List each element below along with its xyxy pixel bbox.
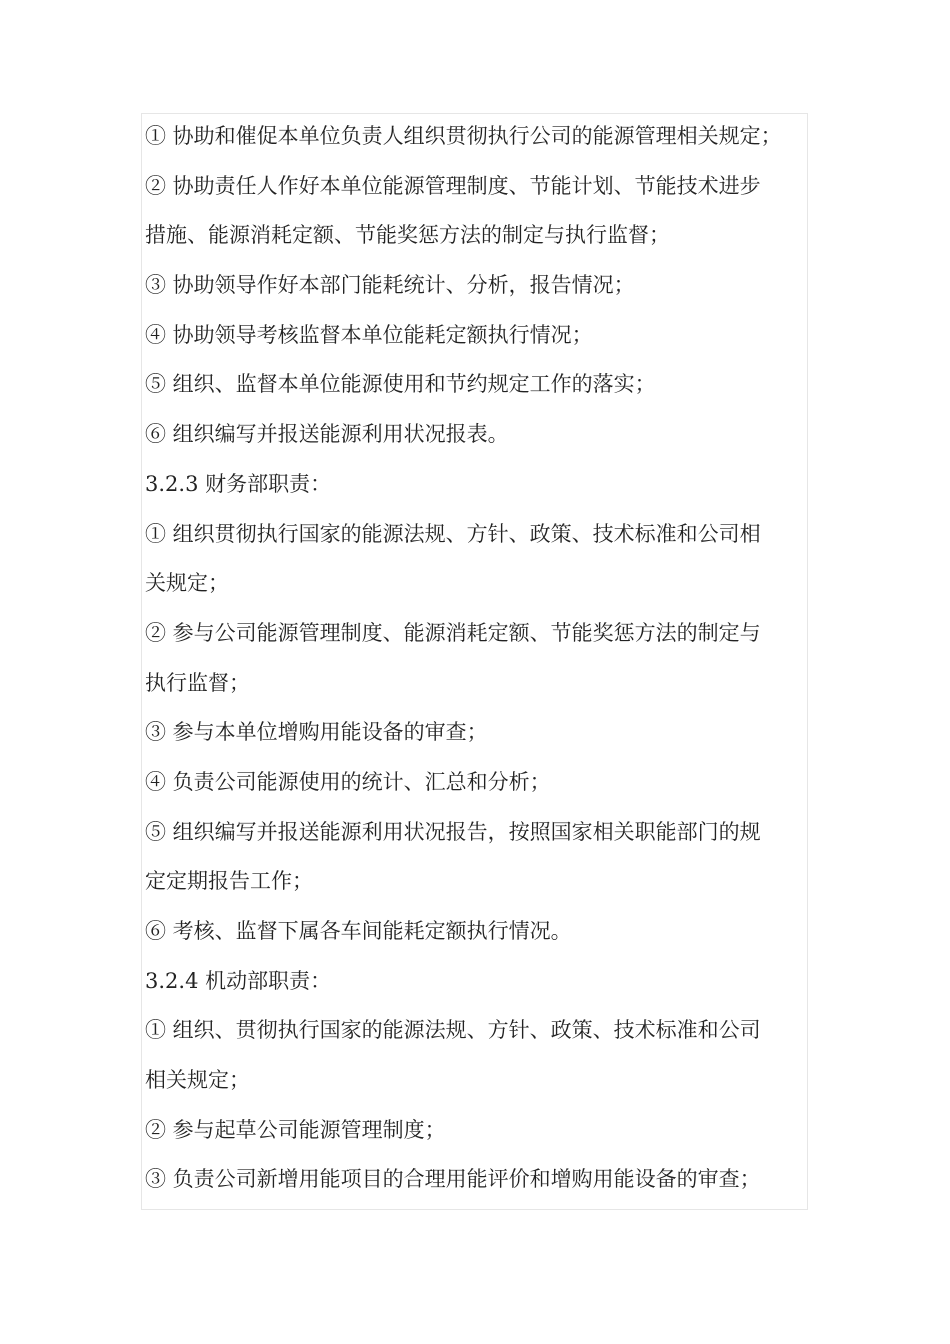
- text-line: ③ 协助领导作好本部门能耗统计、分析，报告情况；: [145, 273, 635, 298]
- text-line: ④ 协助领导考核监督本单位能耗定额执行情况；: [145, 322, 593, 347]
- text-line: 关规定；: [145, 571, 229, 596]
- text-line: ① 协助和催促本单位负责人组织贯彻执行公司的能源管理相关规定；: [145, 124, 782, 148]
- text-line: ② 协助责任人作好本单位能源管理制度、节能计划、节能技术进步: [145, 173, 761, 198]
- section-heading: 3.2.3 财务部职责：: [145, 471, 332, 496]
- document-body: [145, 112, 835, 1205]
- text-line: ① 组织贯彻执行国家的能源法规、方针、政策、技术标准和公司相: [145, 521, 761, 546]
- text-line: ⑥ 组织编写并报送能源利用状况报表。: [145, 422, 509, 447]
- text-line: ③ 负责公司新增用能项目的合理用能评价和增购用能设备的审查；: [145, 1167, 761, 1192]
- text-line: ⑤ 组织编写并报送能源利用状况报告，按照国家相关职能部门的规: [145, 819, 761, 844]
- text-line: 定定期报告工作；: [145, 869, 313, 894]
- text-line: ③ 参与本单位增购用能设备的审查；: [145, 720, 488, 745]
- text-line: ⑤ 组织、监督本单位能源使用和节约规定工作的落实；: [145, 372, 656, 397]
- section-heading: 3.2.4 机动部职责：: [145, 968, 332, 993]
- text-line: 相关规定；: [145, 1068, 250, 1093]
- text-line: 措施、能源消耗定额、节能奖惩方法的制定与执行监督；: [145, 223, 670, 248]
- text-line: ① 组织、贯彻执行国家的能源法规、方针、政策、技术标准和公司: [145, 1018, 761, 1043]
- text-line: ② 参与公司能源管理制度、能源消耗定额、节能奖惩方法的制定与: [145, 620, 761, 645]
- text-line: 执行监督；: [145, 670, 250, 695]
- text-line: ⑥ 考核、监督下属各车间能耗定额执行情况。: [145, 919, 572, 943]
- text-line: ④ 负责公司能源使用的统计、汇总和分析；: [145, 769, 551, 794]
- text-line: ② 参与起草公司能源管理制度；: [145, 1117, 446, 1142]
